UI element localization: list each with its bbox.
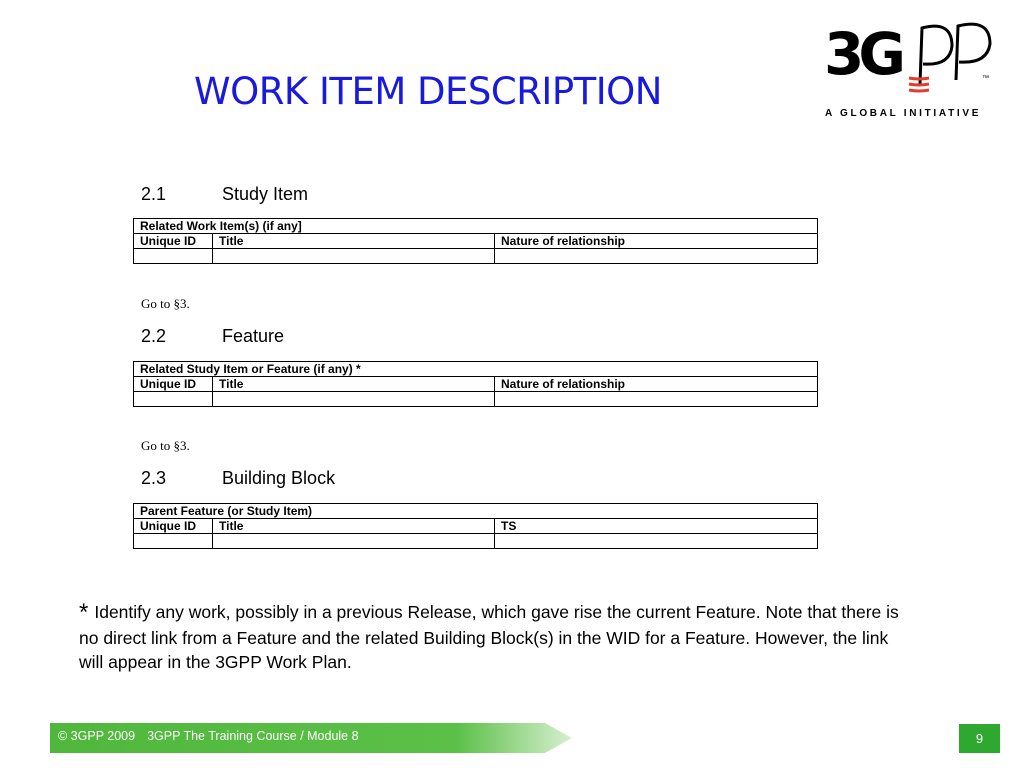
logo-tagline: A GLOBAL INITIATIVE [825,108,982,119]
footer-copyright: © 3GPP 2009 [58,729,136,743]
column-header-unique-id: Unique ID [134,234,213,249]
table-cell-unique-id[interactable] [134,534,213,549]
table-cell-title[interactable] [213,392,495,407]
table-cell-ts[interactable] [495,534,818,549]
section-number: 2.2 [141,326,167,346]
3gpp-logo [818,14,1003,122]
column-header-ts: TS [495,519,818,534]
column-header-nature: Nature of relationship [495,234,818,249]
section-number: 2.3 [141,468,167,488]
footnote [79,600,909,675]
table-cell-unique-id[interactable] [134,392,213,407]
section-heading-building-block [141,468,335,489]
slide-title: WORK ITEM DESCRIPTION [194,70,662,113]
footer-course: 3GPP The Training Course / Module 8 [147,729,359,743]
section-heading-study-item [141,184,308,205]
section-number: 2.1 [141,184,167,204]
column-header-unique-id: Unique ID [134,377,213,392]
related-study-items-table [133,361,818,407]
table-cell-title[interactable] [213,249,495,264]
table-cell-title[interactable] [213,534,495,549]
table-caption: Related Work Item(s) (if any] [134,219,818,234]
section-title: Study Item [222,184,309,204]
column-header-title: Title [213,377,495,392]
parent-feature-table [133,503,818,549]
table-cell-unique-id[interactable] [134,249,213,264]
table-cell-nature[interactable] [495,392,818,407]
go-to-note: Go to §3. [141,438,190,453]
table-caption: Parent Feature (or Study Item) [134,504,818,519]
footnote-text: Identify any work, possibly in a previous Release, which gave rise the current Feature. Note that there is no direct link from a Feature and the related Building Block(s) in the WID for a Feature. However, the link will appear in the 3GPP Work Plan. [79,602,899,672]
table-cell-nature[interactable] [495,249,818,264]
column-header-title: Title [213,519,495,534]
go-to-note: Go to §3. [141,296,190,311]
related-work-items-table [133,218,818,264]
column-header-unique-id: Unique ID [134,519,213,534]
3gpp-logo-mark-icon [824,14,1002,94]
section-title: Building Block [222,468,336,488]
section-heading-feature [141,326,284,347]
page-number: 9 [959,724,1000,753]
column-header-title: Title [213,234,495,249]
table-caption: Related Study Item or Feature (if any) * [134,362,818,377]
svg-text:™: ™ [982,75,989,82]
footer-text [58,729,359,743]
column-header-nature: Nature of relationship [495,377,818,392]
footnote-asterisk: * [79,599,89,626]
section-title: Feature [222,326,285,346]
svg-text:3G: 3G [824,20,900,88]
